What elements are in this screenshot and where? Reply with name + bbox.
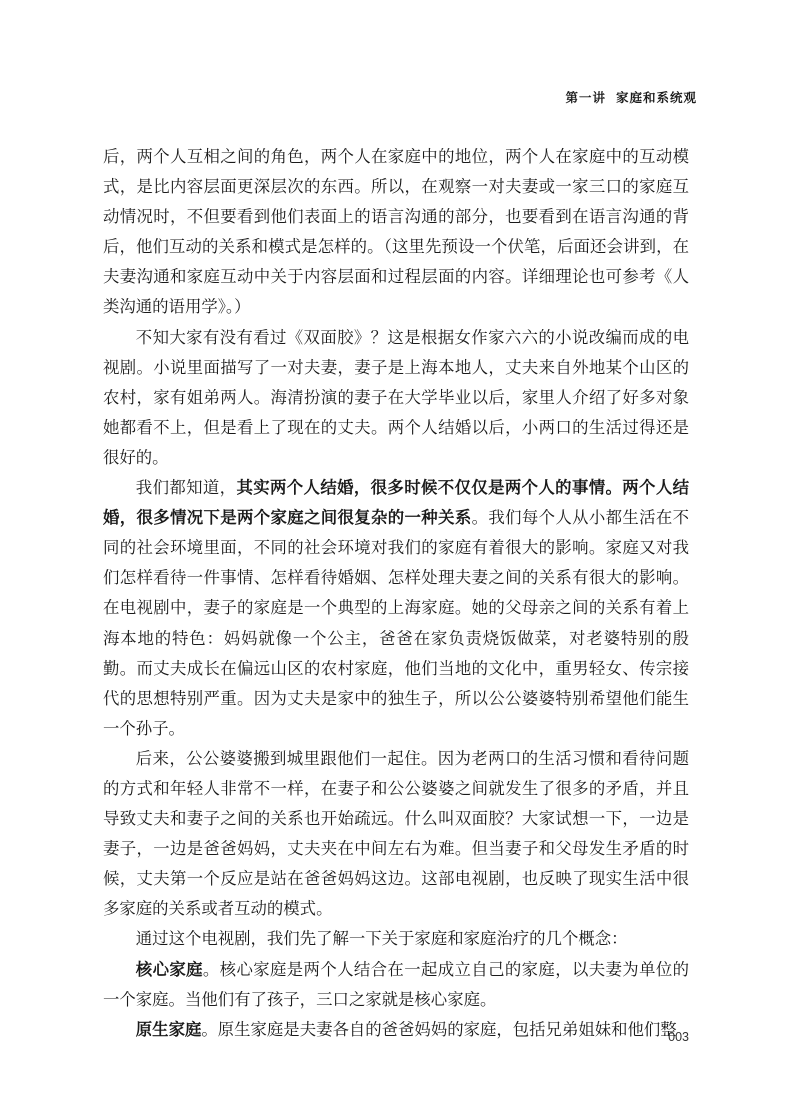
paragraph-family-of-origin <box>103 1015 689 1045</box>
term-family-of-origin: 原生家庭 <box>135 1019 202 1039</box>
paragraph-nuclear-family <box>103 955 689 1015</box>
paragraph-marriage-emphasis: 其实两个人结婚，很多时候不仅仅是两个人的事情。两个人结婚，很多情况下是两个家庭之间很复杂的一种关系 <box>103 478 690 528</box>
page-number: 003 <box>668 1030 689 1044</box>
paragraph-marriage <box>103 473 689 744</box>
paragraph-concepts-intro: 通过这个电视剧，我们先了解一下关于家庭和家庭治疗的几个概念： <box>135 929 628 949</box>
body-text <box>103 142 689 1045</box>
paragraph-marriage-lead: 我们都知道， <box>135 478 237 498</box>
running-header <box>565 88 697 106</box>
paragraph-in-laws: 后来，公公婆婆搬到城里跟他们一起住。因为老两口的生活习惯和看待问题的方式和年轻人非常不一样，在妻子和公公婆婆之间就发生了很多的矛盾，并且导致丈夫和妻子之间的关系也开始疏远。什么叫双面胶？大家试想一下，一边是妻子，一边是爸爸妈妈，丈夫夹在中间左右为难。但当妻子和父母发生矛盾的时候，丈夫第一个反应是站在爸爸妈妈这边。这部电视剧，也反映了现实生活中很多家庭的关系或者互动的模式。 <box>103 748 689 919</box>
definition-nuclear-family: 。核心家庭是两个人结合在一起成立自己的家庭，以夫妻为单位的一个家庭。当他们有了孩子，三口之家就是核心家庭。 <box>103 959 690 1009</box>
chapter-label: 第一讲 <box>565 90 606 105</box>
chapter-title: 家庭和系统观 <box>615 90 697 105</box>
definition-family-of-origin: 。原生家庭是夫妻各自的爸爸妈妈的家庭，包括兄弟姐妹和他们整 <box>201 1019 677 1039</box>
term-nuclear-family: 核心家庭 <box>135 959 203 979</box>
paragraph-continued: 后，两个人互相之间的角色，两个人在家庭中的地位，两个人在家庭中的互动模式，是比内容层面更深层次的东西。所以，在观察一对夫妻或一家三口的家庭互动情况时，不但要看到他们表面上的语言沟通的部分，也要看到在语言沟通的背后，他们互动的关系和模式是怎样的。（这里先预设一个伏笔，后面还会讲到，在夫妻沟通和家庭互动中关于内容层面和过程层面的内容。详细理论也可参考《人类沟通的语用学》。） <box>103 147 689 317</box>
paragraph-marriage-rest: 。我们每个人从小都生活在不同的社会环境里面，不同的社会环境对我们的家庭有着很大的影响。家庭又对我们怎样看待一件事情、怎样看待婚姻、怎样处理夫妻之间的关系有很大的影响。在电视剧中，妻子的家庭是一个典型的上海家庭。她的父母亲之间的关系有着上海本地的特色：妈妈就像一个公主，爸爸在家负责烧饭做菜，对老婆特别的殷勤。而丈夫成长在偏远山区的农村家庭，他们当地的文化中，重男轻女、传宗接代的思想特别严重。因为丈夫是家中的独生子，所以公公婆婆特别希望他们能生一个孙子。 <box>103 508 690 738</box>
paragraph-drama-intro: 不知大家有没有看过《双面胶》？这是根据女作家六六的小说改编而成的电视剧。小说里面描写了一对夫妻，妻子是上海本地人，丈夫来自外地某个山区的农村，家有姐弟两人。海清扮演的妻子在大学毕业以后，家里人介绍了好多对象她都看不上，但是看上了现在的丈夫。两个人结婚以后，小两口的生活过得还是很好的。 <box>103 327 689 467</box>
